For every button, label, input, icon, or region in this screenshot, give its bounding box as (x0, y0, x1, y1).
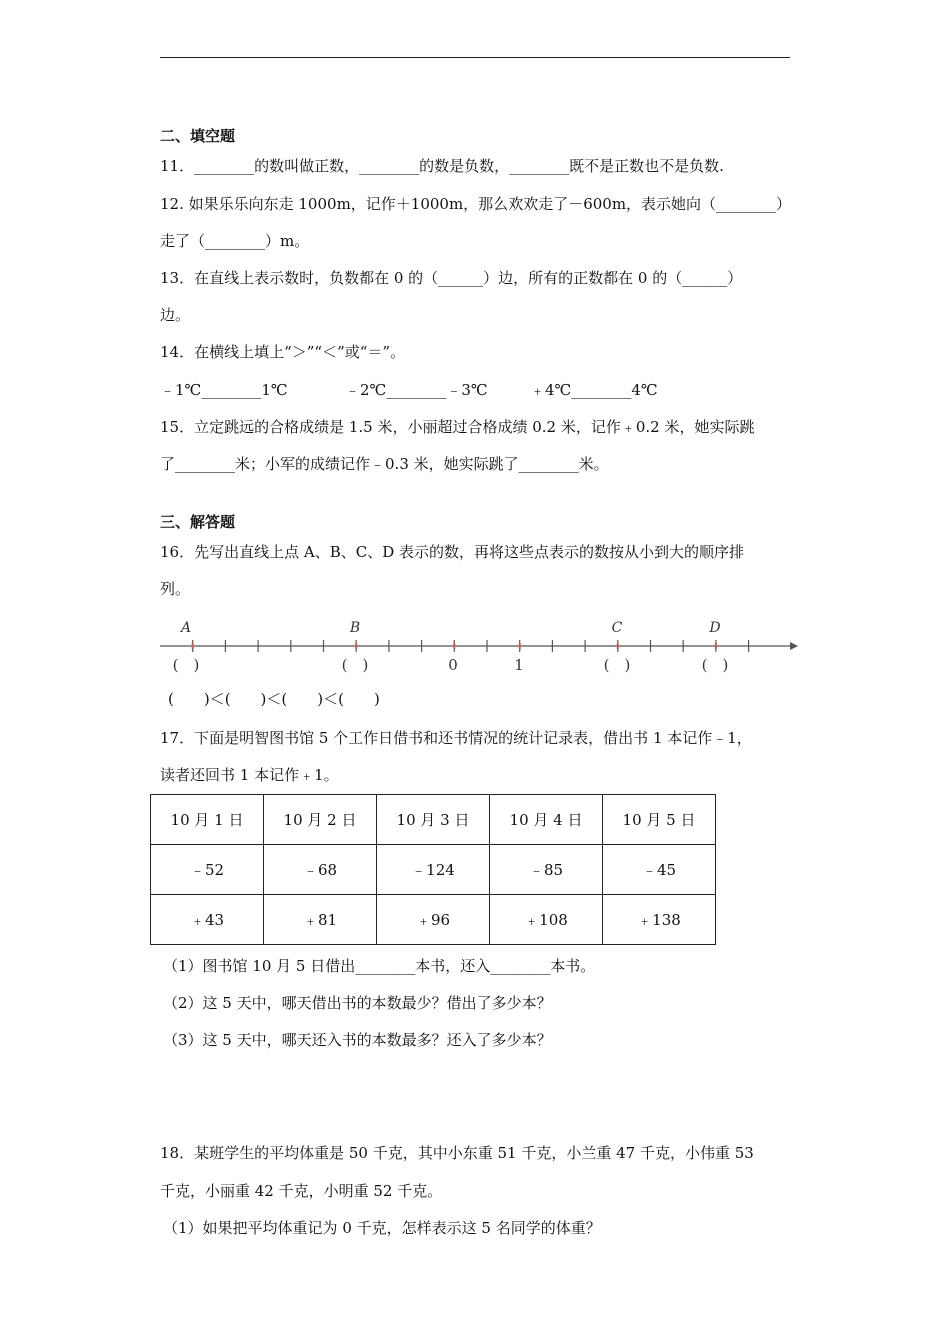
point-label-c: C (611, 620, 623, 636)
table-cell: ﹢43 (151, 895, 264, 945)
question-18-line1: 18．某班学生的平均体重是 50 千克，其中小东重 51 千克，小兰重 47 千克，小伟重 53 (160, 1144, 754, 1162)
question-17-sub1: （1）图书馆 10 月 5 日借出________本书，还入________本书。 (163, 957, 596, 975)
table-cell: ﹢96 (377, 895, 490, 945)
question-12-line1: 12. 如果乐乐向东走 1000m，记作＋1000m，那么欢欢走了－600m，表示她向（________） (160, 195, 792, 213)
tick-label-one: 1 (514, 656, 524, 674)
table-cell: ﹣124 (377, 845, 490, 895)
section-title-answer: 三、解答题 (160, 513, 236, 531)
question-12-line2: 走了（________）m。 (160, 232, 310, 250)
question-15-line2: 了________米；小军的成绩记作﹣0.3 米，她实际跳了________米。 (160, 455, 609, 473)
table-cell: 10 月 4 日 (490, 795, 603, 845)
question-14-item-2: ﹣2℃________﹣3℃ (345, 381, 488, 399)
question-14-line1: 14．在横线上填上“＞”“＜”或“＝”。 (160, 343, 406, 361)
table-cell: ﹣52 (151, 845, 264, 895)
library-record-table (150, 794, 716, 945)
question-17-sub3: （3）这 5 天中，哪天还入书的本数最多？还入了多少本？ (163, 1031, 552, 1049)
number-line (155, 612, 800, 682)
point-label-b: B (349, 620, 361, 636)
question-14-item-3: ﹢4℃________4℃ (530, 381, 658, 399)
point-label-d: D (709, 620, 721, 636)
question-18-line2: 千克，小丽重 42 千克，小明重 52 千克。 (160, 1182, 443, 1200)
question-17-line2: 读者还回书 1 本记作﹢1。 (160, 766, 339, 784)
question-14-item-1: ﹣1℃________1℃ (160, 381, 288, 399)
blank-b: ( ) (341, 656, 369, 674)
table-cell: ﹣85 (490, 845, 603, 895)
table-cell: ﹢108 (490, 895, 603, 945)
question-15-line1: 15．立定跳远的合格成绩是 1.5 米，小丽超过合格成绩 0.2 米，记作﹢0.2 米，她实际跳 (160, 418, 755, 436)
tick-label-zero: 0 (448, 656, 458, 674)
header-rule (160, 57, 790, 58)
table-cell: ﹢138 (603, 895, 716, 945)
table-cell: 10 月 3 日 (377, 795, 490, 845)
blank-a: ( ) (172, 656, 200, 674)
question-16-order: ( )＜( )＜( )＜( ) (168, 690, 380, 708)
table-header-row (151, 795, 716, 845)
blank-c: ( ) (603, 656, 631, 674)
table-cell: ﹣45 (603, 845, 716, 895)
blank-d: ( ) (701, 656, 729, 674)
question-18-sub1: （1）如果把平均体重记为 0 千克，怎样表示这 5 名同学的体重？ (163, 1219, 601, 1237)
table-cell: 10 月 1 日 (151, 795, 264, 845)
question-16-line2: 列。 (160, 580, 191, 598)
question-11: 11．________的数叫做正数，________的数是负数，________既不是正数也不是负数. (160, 157, 724, 175)
question-16-line1: 16．先写出直线上点 A、B、C、D 表示的数，再将这些点表示的数按从小到大的顺序排 (160, 543, 744, 561)
question-13-line2: 边。 (160, 306, 191, 324)
question-17-line1: 17．下面是明智图书馆 5 个工作日借书和还书情况的统计记录表，借出书 1 本记作﹣1， (160, 729, 752, 747)
question-17-sub2: （2）这 5 天中，哪天借出书的本数最少？借出了多少本？ (163, 994, 552, 1012)
section-title-fill-blank: 二、填空题 (160, 127, 236, 145)
table-cell: 10 月 5 日 (603, 795, 716, 845)
number-line-arrow (790, 642, 798, 650)
table-cell: 10 月 2 日 (264, 795, 377, 845)
point-label-a: A (180, 620, 192, 636)
question-13-line1: 13．在直线上表示数时，负数都在 0 的（______）边，所有的正数都在 0 的（______） (160, 269, 743, 287)
table-row-return (151, 895, 716, 945)
table-row-borrow (151, 845, 716, 895)
table-cell: ﹣68 (264, 845, 377, 895)
table-cell: ﹢81 (264, 895, 377, 945)
